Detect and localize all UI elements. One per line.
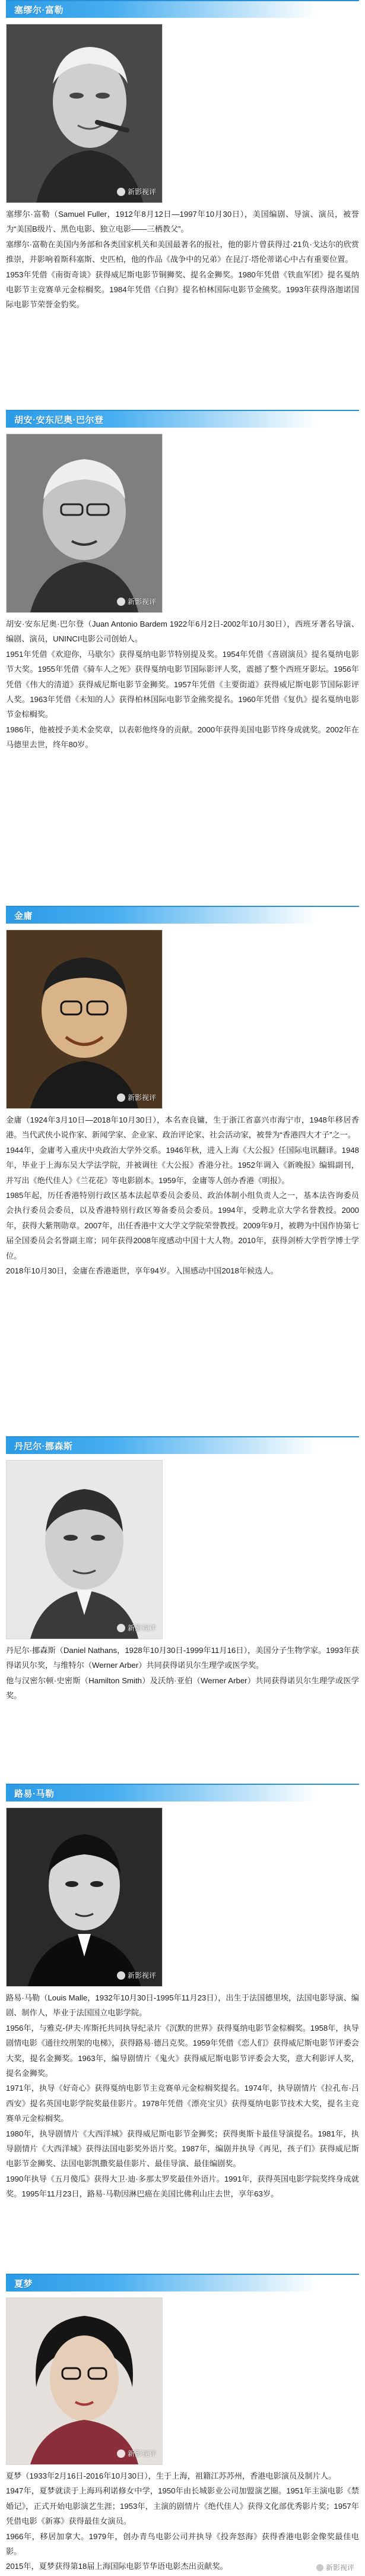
- paw-icon: [316, 2564, 323, 2571]
- section-header: [6, 1436, 359, 1454]
- bio-paragraph: 1944年，金庸考入重庆中央政治大学外交系。1946年秋，进入上海《大公报》任国际电讯翻译。1948年，毕业于上海东吴大学法学院，并被调往《大公报》香港分社。1952年调入《新晚报》编辑副刊，并写出《绝代佳人》《兰花花》等电影剧本。1959年，金庸等人创办香港《明报》。: [6, 1145, 359, 1185]
- bio-text: [6, 617, 359, 753]
- bio-paragraph: 他与汉密尔顿·史密斯（Hamilton Smith）及沃纳·亚伯（Werner Arber）共同获得诺贝尔生理学或医学奖。: [6, 1676, 359, 1701]
- profile-section-juan-antonio-bardem: [0, 410, 365, 903]
- section-header: [6, 0, 359, 18]
- portrait-illustration: [7, 434, 162, 612]
- portrait-illustration: [7, 1461, 162, 1639]
- section-title: 夏梦: [14, 2278, 33, 2289]
- bio-paragraph: 1980年，执导剧情片《大西洋城》获得威尼斯电影节金狮奖；获得奥斯卡最佳导演提名。1981年，执导剧情片《大西洋城》获得法国电影奖外语片奖。1987年，编剧并执导《再见，孩子们》获得威尼斯电影节金狮奖、法国电影凯撒奖最佳影片、最佳导演、最佳编剧奖。: [6, 2129, 359, 2169]
- paw-icon: [117, 2449, 125, 2458]
- portrait-illustration: [7, 1808, 162, 1986]
- section-header: [6, 1784, 359, 1801]
- portrait-photo: [6, 930, 163, 1109]
- bio-paragraph: 1966年，移居加拿大。1979年，创办青鸟电影公司并执导《投奔怒海》获得香港电影金像奖最佳电影。: [6, 2531, 359, 2556]
- portrait-photo: [6, 1460, 163, 1639]
- bio-paragraph: 塞缪尔·富勒（Samuel Fuller，1912年8月12日—1997年10月30日），美国编剧、导演、演员，被誉为“美国B级片、黑色电影、独立电影——三栖教父”。: [6, 210, 359, 234]
- paw-icon: [117, 1093, 125, 1102]
- portrait-photo: [6, 1807, 163, 1987]
- profile-section-daniel-nathans: [0, 1436, 365, 1769]
- section-title: 塞缪尔·富勒: [14, 5, 64, 15]
- portrait-illustration: [7, 2298, 162, 2464]
- section-header: [6, 906, 359, 924]
- section-title: 金庸: [14, 911, 33, 921]
- bio-paragraph: 1986年，他被授予美术金奖章，以表彰他终身的贡献。2000年获得美国电影节终身成就奖。2002年在马德里去世，终年80岁。: [6, 725, 359, 750]
- portrait-illustration: [7, 930, 162, 1108]
- photo-watermark: 新影视评: [117, 187, 156, 197]
- profile-section-samuel-fuller: [0, 0, 365, 404]
- profile-section-jin-yong: [0, 906, 365, 1428]
- bio-paragraph: 1951年凭借《欢迎你，马歇尔》获得戛纳电影节特别提及奖。1954年凭借《喜剧演员》提名戛纳电影节大奖。1955年凭借《骑车人之死》获得戛纳电影节国际影评人奖，震撼了整个西班牙影坛。1956年凭借《伟大的清道》获得威尼斯电影节金狮奖。1957年凭借《主要街道》获得威尼斯电影节国际影评人奖。1963年凭借《未知的人》获得柏林国际电影节金熊奖提名。1960年凭借《复仇》提名戛纳电影节金棕榈奖。: [6, 649, 359, 719]
- bio-paragraph: 1953年凭借《南街奇谈》获得威尼斯电影节铜狮奖、提名金狮奖。1980年凭借《铁血军团》提名戛纳电影节主竞赛单元金棕榈奖。1984年凭借《白狗》提名柏林国际电影节金熊奖。1993年获得洛迦诺国际电影节荣誉金豹奖。: [6, 270, 359, 309]
- bio-paragraph: 路易·马勒（Louis Malle，1932年10月30日-1995年11月23日），出生于法国德里埃，法国电影导演、编剧、制作人，毕业于法国国立电影学院。: [6, 1993, 359, 2018]
- paw-icon: [117, 1971, 125, 1980]
- photo-watermark: 新影视评: [117, 596, 156, 606]
- bio-text: [6, 207, 359, 312]
- photo-watermark: 新影视评: [117, 2448, 156, 2458]
- bio-paragraph: 1990年执导《五月傻瓜》获得大卫·迪·多那太罗奖最佳外语片。1991年，获得英国电影学院奖终身成就奖。1995年11月23日，路易·马勒因淋巴癌在美国比佛利山庄去世，享年63岁。: [6, 2174, 359, 2199]
- photo-watermark: 新影视评: [117, 1623, 156, 1633]
- bio-text: [6, 1990, 359, 2202]
- bio-paragraph: 2018年10月30日，金庸在香港逝世，享年94岁。入围感动中国2018年候选人。: [6, 1266, 278, 1276]
- bio-paragraph: 2015年，夏梦获得第18届上海国际电影节华语电影杰出贡献奖。: [6, 2562, 228, 2571]
- bio-paragraph: 塞缪尔·富勒在美国内务部和各类国家机关和美国最著名的报社，他的影片曾获得过·21负·戈达尔的欣赏推崇，并影响着斯科塞斯、史匹柏，他的作品《战争中的兄弟》在昆汀·塔伦蒂诺心中占有重要位置。: [6, 239, 359, 264]
- section-header: [6, 410, 359, 428]
- profile-section-louis-malle: [0, 1784, 365, 2271]
- bio-paragraph: 金庸（1924年3月10日—2018年10月30日），本名查良镛，生于浙江省嘉兴市海宁市，1948年移居香港。当代武侠小说作家、新闻学家、企业家、政治评论家、社会活动家，被誉为“香港四大才子”之一。: [6, 1115, 359, 1140]
- portrait-photo: [6, 24, 163, 203]
- section-title: 丹尼尔·挪森斯: [14, 1441, 73, 1452]
- profile-section-xia-meng: [0, 2274, 365, 2576]
- section-title: 路易·马勒: [14, 1788, 55, 1799]
- photo-watermark: 新影视评: [117, 1970, 156, 1980]
- bio-text: [6, 2468, 359, 2574]
- bio-text: [6, 1643, 359, 1703]
- section-title: 胡安·安东尼奥·巴尔登: [14, 415, 104, 425]
- section-header: [6, 2274, 359, 2291]
- portrait-photo: [6, 434, 163, 613]
- bio-paragraph: 1947年，夏梦就读于上海玛利诺修女中学，1950年由长城影业公司加盟演艺圈。1951年主演电影《禁婚记》，正式开始电影演艺生涯；1953年，主演的剧情片《绝代佳人》获得文化部优秀影片奖；1957年凭借电影《新寡》获得最佳女演员。: [6, 2486, 359, 2526]
- bio-paragraph: 1985年起，历任香港特别行政区基本法起草委员会委员、政治体制小组负责人之一，基本法咨询委员会执行委员会委员，以及香港特别行政区筹备委员会委员。1994年，受聘北京大学名誉教授。2000年，获得大紫荆勋章。2007年，出任香港中文大学文学院荣誉教授。2009年9月，被聘为中国作协第七届全国委员会名誉副主席；同年获得2008年度感动中国十大人物。2010年，获得剑桥大学哲学博士学位。: [6, 1191, 359, 1260]
- footer-watermark: 新影视评: [316, 2562, 354, 2572]
- paw-icon: [117, 1624, 125, 1632]
- paw-icon: [117, 188, 125, 196]
- portrait-illustration: [7, 24, 162, 203]
- photo-watermark: 新影视评: [117, 1092, 156, 1102]
- bio-paragraph: 夏梦（1933年2月16日-2016年10月30日），生于上海，祖籍江苏苏州，香港电影演员及制片人。: [6, 2471, 337, 2480]
- bio-paragraph: 1971年，执导《好奇心》获得戛纳电影节主竞赛单元金棕榈奖提名。1974年，执导剧情片《拉孔布·吕西安》提名英国电影学院奖最佳影片。1978年凭借《漂亮宝贝》获得戛纳电影节技术大奖，提名主竞赛单元金棕榈奖。: [6, 2084, 359, 2123]
- bio-text: [6, 1112, 359, 1278]
- bio-paragraph: 胡安·安东尼奥·巴尔登（Juan Antonio Bardem 1922年6月2日-2002年10月30日），西班牙著名导演、编剧、演员，UNINCI电影公司创始人。: [6, 619, 359, 644]
- bio-paragraph: 丹尼尔·挪森斯（Daniel Nathans，1928年10月30日-1999年11月16日），美国分子生物学家。1993年获得诺贝尔奖，与维特尔（Werner Arber）共同获得诺贝尔生理学或医学奖。: [6, 1646, 359, 1670]
- bio-paragraph: 1956年，与雅克-伊夫·库斯托共同执导纪录片《沉默的世界》获得戛纳电影节金棕榈奖。1958年，执导剧情电影《通往绞刑架的电梯》，获得路易·德吕克奖。1959年凭借《恋人们》获得威尼斯电影节评委会大奖，提名金狮奖。1963年，编导剧情片《鬼火》获得威尼斯电影节评委会大奖，意大利影评人奖，提名金狮奖。: [6, 2023, 359, 2078]
- paw-icon: [117, 598, 125, 606]
- portrait-photo: [6, 2297, 163, 2465]
